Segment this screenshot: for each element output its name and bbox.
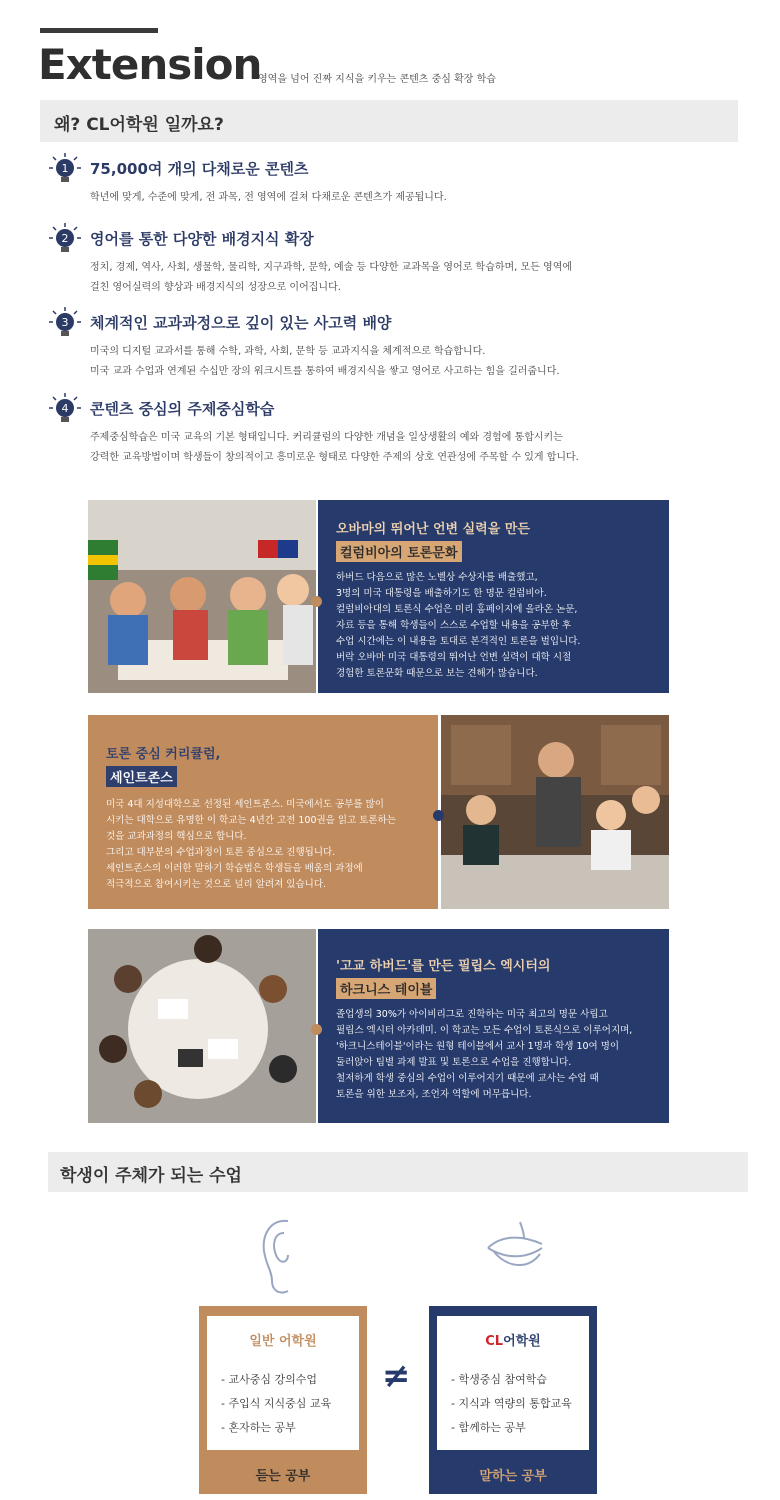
feature-2 [48,222,748,302]
feature-desc [90,342,690,382]
panel-line: 경험한 토론문화 때문으로 보는 견해가 많습니다. [336,668,538,679]
feature-desc [90,258,690,298]
panel-heading: 토론 중심 커리큘럼, [106,747,221,762]
feature-desc-line: 주제중심학습은 미국 교육의 기본 형태입니다. 커리큘럼의 다양한 개념을 일상생활의 예와 경험에 통합시키는 [90,432,563,443]
panel-line: 철저하게 학생 중심의 수업이 이루어지기 때문에 교사는 수업 때 [336,1073,599,1084]
list-item: - 함께하는 공부 [451,1421,526,1434]
panel-line: 적극적으로 참여시키는 것으로 널리 알려져 있습니다. [106,879,327,890]
panel-line: 컬럼비아대의 토론식 수업은 미리 홈페이지에 올라온 논문, [336,604,578,615]
page-title: Extension [38,40,262,89]
panel-body [106,797,396,893]
panel-subheading: 세인트존스 [106,766,177,787]
list-item: - 혼자하는 공부 [221,1421,296,1434]
brand-logo: CL [485,1334,504,1349]
feature-desc-line: 미국 교과 수업과 연계된 수십만 장의 워크시트를 통하여 배경지식을 쌓고 영어로 사고하는 힘을 길러줍니다. [90,366,560,377]
panel-line: 졸업생의 30%가 아이비리그로 진학하는 미국 최고의 명문 사립고 [336,1009,608,1020]
list-item: - 학생중심 참여학습 [451,1373,547,1386]
card-title-suffix: 어학원 [503,1334,541,1349]
stjohns-panel [88,715,438,909]
connector-dot [311,596,322,607]
feature-title: 콘텐츠 중심의 주제중심학습 [90,400,275,418]
card-footer: 말하는 공부 [479,1469,547,1484]
lightbulb-icon [48,222,82,256]
why-section-header [40,100,738,142]
panel-line: 시키는 대학으로 유명한 이 학교는 4년간 고전 100권을 읽고 토론하는 [106,815,396,826]
general-academy-card [199,1306,367,1494]
feature-title: 75,000여 개의 다채로운 콘텐츠 [90,160,309,178]
panel-line: 3명의 미국 대통령을 배출하기도 한 명문 컬럼비아. [336,588,547,599]
card-list [221,1368,331,1440]
list-item: - 주입식 지식중심 교육 [221,1397,332,1410]
panel-line: 둘러앉아 팀별 과제 발표 및 토론으로 수업을 진행합니다. [336,1057,572,1068]
feature-desc-line: 학년에 맞게, 수준에 맞게, 전 과목, 전 영역에 걸쳐 다채로운 콘텐츠가 제공됩니다. [90,192,447,203]
panel-line: 필립스 엑시터 아카데미. 이 학교는 모든 수업이 토론식으로 이루어지며, [336,1025,633,1036]
columbia-panel [318,500,669,693]
panel-heading: 오바마의 뛰어난 언변 실력을 만든 [336,522,530,537]
connector-dot [311,1024,322,1035]
panel-line: 것을 교과과정의 핵심으로 합니다. [106,831,247,842]
lightbulb-icon [48,152,82,186]
feature-desc-line: 미국의 디지털 교과서를 통해 수학, 과학, 사회, 문학 등 교과지식을 체계적으로 학습합니다. [90,346,486,357]
feature-3 [48,306,748,386]
card-list [451,1368,572,1440]
feature-1 [48,152,748,212]
card-title: 일반 어학원 [249,1334,317,1349]
feature-desc-line: 강력한 교육방법이며 학생들이 창의적이고 흥미로운 형태로 다양한 주제의 상호 연관성에 주목할 수 있게 합니다. [90,452,579,463]
panel-line: 수업 시간에는 이 내용을 토대로 본격적인 토론을 벌입니다. [336,636,581,647]
student-heading: 학생이 주체가 되는 수업 [60,1166,242,1186]
title-rule [40,28,158,33]
panel-line: 세인트존스의 이러한 말하기 학습법은 학생들을 배움의 과정에 [106,863,363,874]
exeter-panel [318,929,669,1123]
panel-subheading: 컬럼비아의 토론문화 [336,541,462,562]
feature-number: 1 [61,162,69,175]
panel-body [336,570,580,682]
card-body [207,1316,359,1450]
teacher-photo [441,715,669,909]
feature-4 [48,392,748,472]
connector-dot [433,810,444,821]
student-section-header [48,1152,748,1192]
classroom-photo [88,500,316,693]
panel-heading: '고교 하버드'를 만든 필립스 엑시터의 [336,959,551,974]
cl-academy-card [429,1306,597,1494]
panel-body [336,1007,632,1103]
mouth-icon [480,1218,552,1290]
page-subtitle: 영역을 넘어 진짜 지식을 키우는 콘텐츠 중심 확장 학습 [258,74,496,85]
feature-number: 3 [61,316,69,329]
feature-desc [90,188,690,208]
not-equal-icon: ≠ [382,1356,411,1396]
card-body [437,1316,589,1450]
panel-line: 자료 등을 통해 학생들이 스스로 수업할 내용을 공부한 후 [336,620,572,631]
list-item: - 지식과 역량의 통합교육 [451,1397,572,1410]
feature-desc-line: 정치, 경제, 역사, 사회, 생물학, 물리학, 지구과학, 문학, 예술 등 다양한 교과목을 영어로 학습하며, 모든 영역에 [90,262,573,273]
feature-number: 2 [61,232,69,245]
feature-title: 체계적인 교과과정으로 깊이 있는 사고력 배양 [90,314,392,332]
feature-title: 영어를 통한 다양한 배경지식 확장 [90,230,314,248]
feature-number: 4 [61,402,69,415]
panel-line: 그리고 대부분의 수업과정이 토론 중심으로 진행됩니다. [106,847,336,858]
panel-line: 하버드 다음으로 많은 노벨상 수상자를 배출했고, [336,572,538,583]
ear-icon [258,1215,302,1299]
panel-line: 토론을 위한 보조자, 조언자 역할에 머무릅니다. [336,1089,532,1100]
card-footer: 듣는 공부 [255,1469,311,1484]
lightbulb-icon [48,392,82,426]
lightbulb-icon [48,306,82,340]
harkness-table-photo [88,929,316,1123]
feature-desc [90,428,690,468]
card-title [437,1330,589,1349]
why-heading: 왜? CL어학원 일까요? [54,115,224,135]
feature-desc-line: 걸친 영어실력의 향상과 배경지식의 성장으로 이어집니다. [90,282,341,293]
list-item: - 교사중심 강의수업 [221,1373,317,1386]
panel-line: '하크니스테이블'이라는 원형 테이블에서 교사 1명과 학생 10여 명이 [336,1041,620,1052]
panel-line: 버락 오바마 미국 대통령의 뛰어난 언변 실력이 대학 시절 [336,652,572,663]
panel-subheading: 하크니스 테이블 [336,978,436,999]
panel-line: 미국 4대 지성대학으로 선정된 세인트존스. 미국에서도 공부를 많이 [106,799,384,810]
